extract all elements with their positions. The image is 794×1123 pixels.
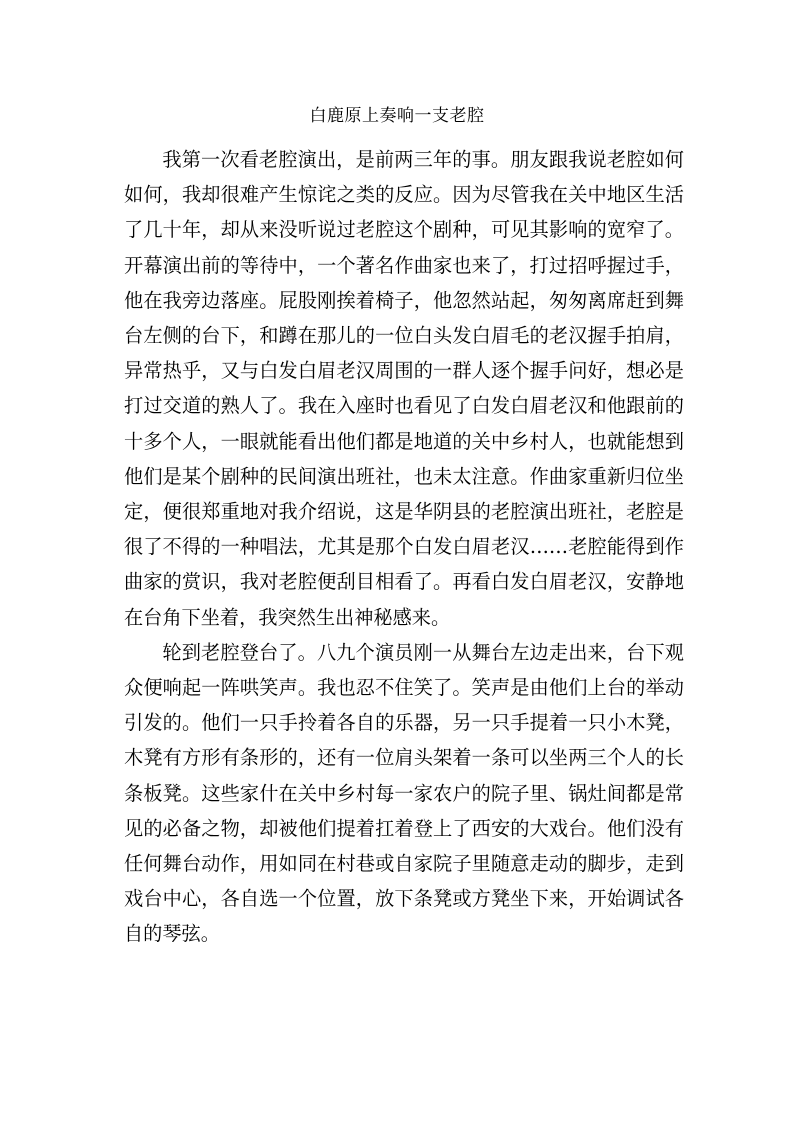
document-body xyxy=(124,142,684,952)
document-title: 白鹿原上奏响一支老腔 xyxy=(309,106,485,126)
paragraph-1: 我第一次看老腔演出，是前两三年的事。朋友跟我说老腔如何如何，我却很难产生惊诧之类的反应。因为尽管我在关中地区生活了几十年，却从来没听说过老腔这个剧种，可见其影响的宽窄了。开幕演出前的等待中，一个著名作曲家也来了，打过招呼握过手，他在我旁边落座。屁股刚挨着椅子，他忽然站起，匆匆离席赶到舞台左侧的台下，和蹲在那儿的一位白头发白眉毛的老汉握手拍肩，异常热乎，又与白发白眉老汉周围的一群人逐个握手问好，想必是打过交道的熟人了。我在入座时也看见了白发白眉老汉和他跟前的十多个人，一眼就能看出他们都是地道的关中乡村人，也就能想到他们是某个剧种的民间演出班社，也未太注意。作曲家重新归位坐定，便很郑重地对我介绍说，这是华阴县的老腔演出班社，老腔是很了不得的一种唱法，尤其是那个白发白眉老汉……老腔能得到作曲家的赏识，我对老腔便刮目相看了。再看白发白眉老汉，安静地在台角下坐着，我突然生出神秘感来。 xyxy=(124,148,684,629)
paragraph-2: 轮到老腔登台了。八九个演员刚一从舞台左边走出来，台下观众便响起一阵哄笑声。我也忍不住笑了。笑声是由他们上台的举动引发的。他们一只手拎着各自的乐器，另一只手提着一只小木凳，木凳有方形有条形的，还有一位肩头架着一条可以坐两三个人的长条板凳。这些家什在关中乡村每一家农户的院子里、锅灶间都是常见的必备之物，却被他们提着扛着登上了西安的大戏台。他们没有任何舞台动作，用如同在村巷或自家院子里随意走动的脚步，走到戏台中心，各自选一个位置，放下条凳或方凳坐下来，开始调试各自的琴弦。 xyxy=(124,640,684,946)
